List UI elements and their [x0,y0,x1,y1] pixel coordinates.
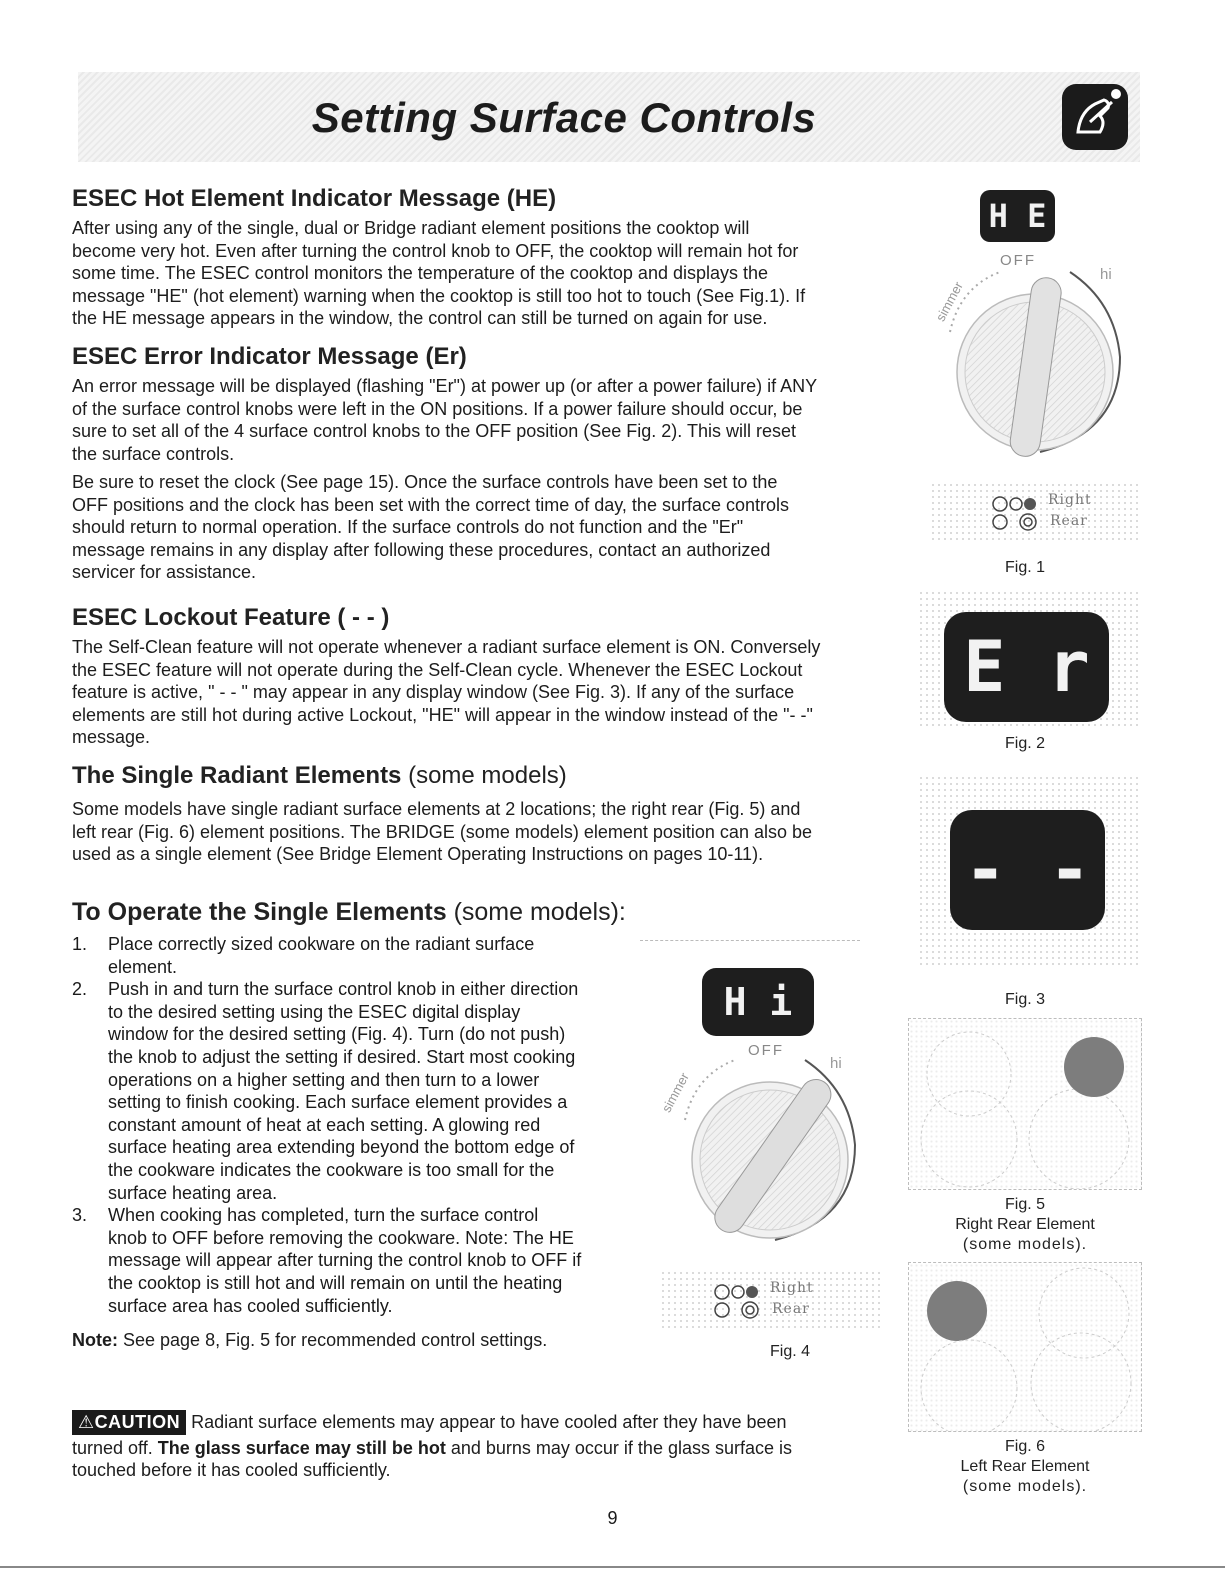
page-title: Setting Surface Controls [311,94,817,141]
section-heading [72,762,887,790]
paragraph-line: feature is active, " - - " may appear in any display window (See Fig. 3). If any of the surface [72,682,795,702]
figure-caption-note: (some models). [962,1478,1088,1495]
step-line: knob to OFF before removing the cookware. Note: The HE [108,1227,574,1248]
list-item [72,933,672,978]
step-line: message will appear after turning the control knob to OFF if [108,1250,582,1271]
knob-label-hi: hi [830,1055,842,1072]
paragraph-line: should return to normal operation. If the surface controls do not function and the "Er" [72,517,744,537]
figure-caption [910,1195,1140,1255]
section-lockout [72,604,887,749]
section-he [72,185,887,330]
caution-text: Radiant surface elements may appear to have cooled after they have been [186,1412,787,1432]
element-locator-icon [990,494,1040,534]
heading-bold: The Single Radiant Elements [72,762,402,789]
locator-label-rear: Rear [772,1301,810,1317]
figure-caption-title: Right Rear Element [955,1216,1095,1233]
locator-label-right: Right [770,1280,814,1296]
caution-text: and burns may occur if the glass surface is [445,1437,793,1458]
heading-suffix: (some models): [446,898,626,926]
step-line: the knob to adjust the setting if desired. Start most cooking [108,1046,576,1067]
step-number: 1. [72,934,88,954]
figure-6 [908,1262,1142,1432]
figure-caption: Fig. 2 [1004,735,1045,752]
esec-display: H E [980,190,1055,242]
caution-badge [72,1410,186,1435]
heading-suffix: (some models) [401,762,567,789]
element-locator [660,1270,880,1330]
section-single [72,762,887,866]
figure-2 [918,590,1140,730]
esec-display: - - [950,810,1105,930]
caution-emphasis: The glass surface may still be hot [157,1437,446,1458]
paragraph-line: become very hot. Even after turning the control knob to OFF, the cooktop will remain hot for [72,240,799,261]
knob-label-simmer: simmer [932,279,966,324]
cooktop-diagram-icon [909,1263,1141,1431]
paragraph-line: servicer for assistance. [72,562,257,582]
divider [0,1566,1225,1568]
section-heading: ESEC Hot Element Indicator Message (HE) [72,185,557,212]
figure-caption [910,1437,1140,1497]
caution-badge-text: CAUTION [94,1412,181,1432]
step-line: setting to finish cooking. Each surface element provides a [108,1092,568,1113]
paragraph-line: After using any of the single, dual or Bridge radiant element positions the cooktop will [72,218,750,238]
figure-5 [908,1018,1142,1190]
page-number: 9 [607,1508,618,1528]
step-line: When cooking has completed, turn the surface control [108,1205,539,1226]
step-line: surface area has cooled sufficiently. [108,1295,393,1316]
paragraph-line: The Self-Clean feature will not operate whenever a radiant surface element is ON. Conversely [72,637,821,657]
note-text: See page 8, Fig. 5 for recommended control settings. [118,1330,548,1351]
header-banner [78,72,1140,162]
caution-block [72,1410,902,1482]
step-line: the cooktop is still hot and will remain on until the heating [108,1272,563,1293]
caution-text: turned off. [72,1437,158,1458]
step-number: 3. [72,1205,88,1226]
paragraph-line: the HE message appears in the window, the control can still be turned on again for use. [72,308,768,328]
section-er [72,343,887,584]
caution-line [72,1437,902,1460]
list-item [72,978,672,1204]
paragraph-line: left rear (Fig. 6) element positions. The BRIDGE (some models) element position can also be [72,821,812,842]
figure-caption-number: Fig. 6 [1004,1438,1045,1455]
esec-display: E r [944,612,1109,722]
step-line: surface heating area. [108,1182,278,1203]
figure-caption-note: (some models). [962,1236,1088,1253]
locator-label-right: Right [1048,492,1092,508]
paragraph-line: message "HE" (hot element) warning when the cooktop is still too hot to touch (See Fig.1). If [72,285,806,306]
figure-3 [918,775,1140,965]
knob-label-hi: hi [1100,266,1112,283]
control-knob-icon [670,1050,865,1245]
step-line: Push in and turn the surface control knob in either direction [108,979,579,1000]
paragraph-line: the ESEC feature will not operate during the Self-Clean cycle. Whenever the ESEC Lockout [72,659,803,680]
knob-label-simmer: simmer [658,1070,692,1115]
paragraph-line: some time. The ESEC control monitors the temperature of the cooktop and displays the [72,263,769,283]
element-locator [930,482,1140,542]
section-heading: ESEC Error Indicator Message (Er) [72,343,467,370]
step-line: Place correctly sized cookware on the radiant surface [108,934,535,954]
note-label: Note: [72,1330,118,1351]
step-line: operations on a higher setting and then turn to a lower [108,1069,540,1090]
paragraph-line: An error message will be displayed (flashing "Er") at power up (or after a power failure) if ANY [72,376,818,396]
note [72,1329,672,1352]
knob-label-off: OFF [748,1042,784,1059]
figure-caption: Fig. 4 [769,1343,810,1360]
step-line: surface heating area extending beyond the bottom edge of [108,1137,575,1158]
paragraph-line: message. [72,727,151,747]
step-line: constant amount of heat at each setting. A glowing red [108,1114,541,1135]
figure-caption-number: Fig. 5 [1004,1196,1045,1213]
locator-label-rear: Rear [1050,513,1088,529]
figure-caption-title: Left Rear Element [960,1458,1090,1475]
cooktop-hand-icon [1060,82,1130,152]
section-operate [72,898,672,1352]
cooktop-diagram-icon [909,1019,1141,1189]
step-number: 2. [72,979,88,1000]
esec-display: H i [702,968,814,1036]
paragraph-line: used as a single element (See Bridge Element Operating Instructions on pages 10-11). [72,844,764,864]
knob-label-off: OFF [1000,252,1036,269]
paragraph-line: of the surface control knobs were left in the ON positions. If a power failure should occur, be [72,398,803,419]
paragraph-line: Some models have single radiant surface elements at 2 locations; the right rear (Fig. 5) and [72,799,801,819]
list-item [72,1204,672,1317]
figure-caption: Fig. 3 [1004,991,1045,1008]
heading-bold: To Operate the Single Elements [72,898,447,926]
figure-1 [910,182,1140,582]
paragraph-line: sure to set all of the 4 surface control knobs to the OFF position (See Fig. 2). This will reset [72,421,796,441]
warning-triangle-icon: ⚠ [78,1412,95,1432]
figure-caption: Fig. 1 [1004,559,1045,576]
step-line: window for the desired setting (Fig. 4). Turn (do not push) [108,1024,566,1045]
paragraph-line: OFF positions and the clock has been set with the correct time of day, the surface controls [72,494,790,515]
control-knob-icon [940,262,1125,457]
paragraph-line: Be sure to reset the clock (See page 15). Once the surface controls have been set to the [72,472,778,492]
paragraph-line: message remains in any display after following these procedures, contact an authorized [72,539,771,560]
figure-4 [640,940,880,1360]
caution-line [72,1410,902,1435]
divider [640,940,860,942]
caution-line: touched before it has cooled sufficiently. [72,1460,391,1480]
step-line: to the desired setting using the ESEC digital display [108,1001,521,1022]
step-line: element. [108,956,178,977]
paragraph-line: elements are still hot during active Lockout, "HE" will appear in the window instead of the "- -" [72,704,813,725]
paragraph-line: the surface controls. [72,443,235,464]
element-locator-icon [712,1282,762,1322]
steps-list [72,933,672,1317]
step-line: the cookware indicates the cookware is too small for the [108,1159,555,1180]
section-heading: ESEC Lockout Feature ( - - ) [72,604,390,631]
section-heading [72,898,672,927]
